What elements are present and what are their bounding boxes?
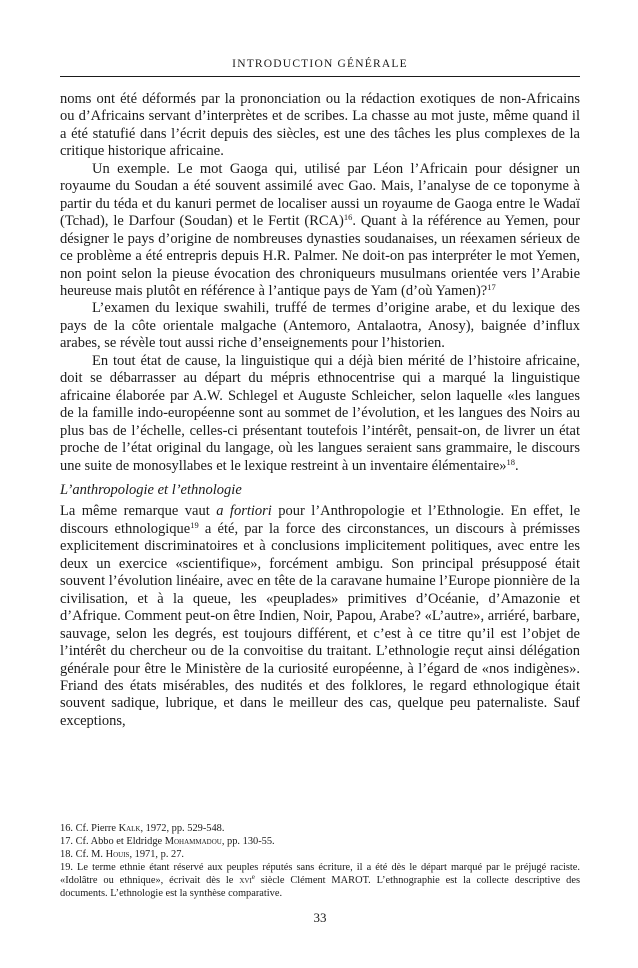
emphasis-text: a fortiori — [216, 503, 272, 520]
author-name: Mohammadou — [164, 836, 222, 848]
paragraph-text: noms ont été déformés par la prononciation ou la rédaction exotiques de non-Africains ou d’Africains servant d’interprètes et de scribes. La chasse au mot juste, même quand il a été statufié dans l’écrit depuis des siècles, est une des tâches les plus complexes de la critique historique africaine. — [60, 91, 580, 160]
footnote-19 — [60, 861, 580, 900]
paragraph-text: L’examen du lexique swahili, truffé de termes d’origine arabe, et du lexique des pays de la côte orientale malgache (Antemoro, Antalaotra, Anosy), baignée d’influx arabes, se révèle tout aussi riche d’enseignements pour l’historien. — [60, 300, 580, 352]
footnotes — [60, 822, 580, 901]
footnote-text: , 1972, pp. 529-548. — [140, 823, 225, 834]
footnote-text: 18. Cf. M. — [60, 849, 106, 861]
paragraph-text: En tout état de cause, la linguistique qui a déjà bien mérité de l’histoire africaine, doit se débarrasser au départ du mépris ethnocentrise qui a marqué la linguistique africaine élaborée par A.W. Schlegel et Auguste Schleicher, selon laquelle «les langues de la famille indo-européenne sont au sommet de l’évolution, et les langues des Noirs au plus bas de l’échelle, celles-ci présentant toutefois l’intérêt, pensait-on, de livrer un état proche de l’état original du langage, où les langues seraient sans grammaire, le discours une suite de monosyllabes et le lexique restreint à un inventaire élémentaire» — [60, 352, 580, 474]
footnote-ref-19[interactable]: 19 — [190, 519, 199, 530]
footnote-text: , 1971, p. 27. — [129, 849, 185, 861]
paragraph-text: . — [515, 457, 519, 474]
section-paragraph — [60, 503, 580, 730]
paragraph-2 — [60, 161, 580, 301]
footnote-text: 19. Le terme ethnie étant réservé aux peuples réputés sans écriture, il a été dès le départ marqué par le préjugé raciste. «Idolâtre ou ethnique», écrivait dès le — [60, 862, 580, 887]
running-head: INTRODUCTION GÉNÉRALE — [232, 58, 408, 70]
century-numeral: xvi — [239, 875, 252, 887]
footnote-18 — [60, 848, 580, 861]
ordinal-suffix: e — [251, 873, 255, 882]
author-name: Houis — [105, 849, 130, 861]
page-number: 33 — [313, 910, 327, 925]
body-text — [60, 91, 580, 730]
header-rule — [60, 76, 580, 77]
paragraph-text: a été, par la force des circonstances, un discours à prémisses explicitement discriminatoires et à conclusions implicitement politiques, avec entre les deux un exercice «scientifique», forcément ambigu. Son principal présupposé était souvent l’évolution linéaire, avec en tête de la caravane humaine l’Europe pionnière de la civilisation, et à la queue, les «peuplades» primitives d’Océanie, d’Amazonie et d’Afrique. Comment peut-on être Indien, Noir, Papou, Arabe? «L’autre», arriéré, barbare, sauvage, selon les degrés, est toujours différent, et c’est à ce titre qu’il est l’objet de l’intérêt du chercheur ou de la convoitise du traitant. L’ethnologie reçut ainsi délégation générale pour être le Ministère de la curiosité européenne, à l’égard de «nos indigènes». Friand des états misérables, des nudités et des folklores, le regard ethnologique était souvent sadique, lubrique, et dans le meilleur des cas, quelque peu paternaliste. Sauf exceptions, — [60, 520, 580, 729]
paragraph-3 — [60, 300, 580, 352]
paragraph-text: pour l’Anthropologie et l’Ethnologie. En effet, le discours ethnologique — [60, 503, 581, 537]
footnote-ref-17[interactable]: 17 — [487, 281, 496, 292]
paragraph-text: Un exemple. Le mot Gaoga qui, utilisé par Léon l’Africain pour désigner un royaume du Soudan a été souvent assimilé avec Gao. Mais, l’analyse de ce toponyme à partir du téda et du kanuri permet de localiser aussi un royaume de Gaoga entre le Wadaï (Tchad), le Darfour (Soudan) et le Fertit (RCA) — [60, 160, 580, 230]
footnote-ref-16[interactable]: 16 — [343, 212, 353, 223]
footnote-text: , pp. 130-55. — [221, 836, 275, 848]
paragraph-text: . Quant à la référence au Yemen, pour désigner le pays d’origine de nombreuses dynasties soudanaises, un réexamen sérieux de ce problème a été entrepris depuis H.R. Palmer. Ne doit-on pas interpréter le mot Yemen, non point selon la pieuse évocation des chroniqueurs musulmans orientée vers l’Arabie heureuse mais plutôt en référence à l’antique pays de Yam (d’où Yamen)? — [60, 213, 580, 299]
section-heading: L’anthropologie et l’ethnologie — [60, 481, 242, 498]
footnote-17 — [60, 835, 580, 848]
footnote-text: 16. Cf. Pierre — [60, 823, 119, 834]
footnote-text: siècle Clément MAROT. L’ethnographie est la collecte descriptive des documents. L’ethnologie est la synthèse comparative. — [60, 875, 580, 900]
paragraph-4 — [60, 353, 580, 475]
footnote-text: 17. Cf. Abbo et Eldridge — [60, 836, 165, 848]
footnote-ref-18[interactable]: 18 — [506, 456, 516, 467]
paragraph-1 — [60, 91, 580, 161]
author-name: Kalk — [118, 823, 141, 834]
paragraph-text: La même remarque vaut — [60, 503, 217, 520]
footnote-16 — [60, 822, 580, 835]
